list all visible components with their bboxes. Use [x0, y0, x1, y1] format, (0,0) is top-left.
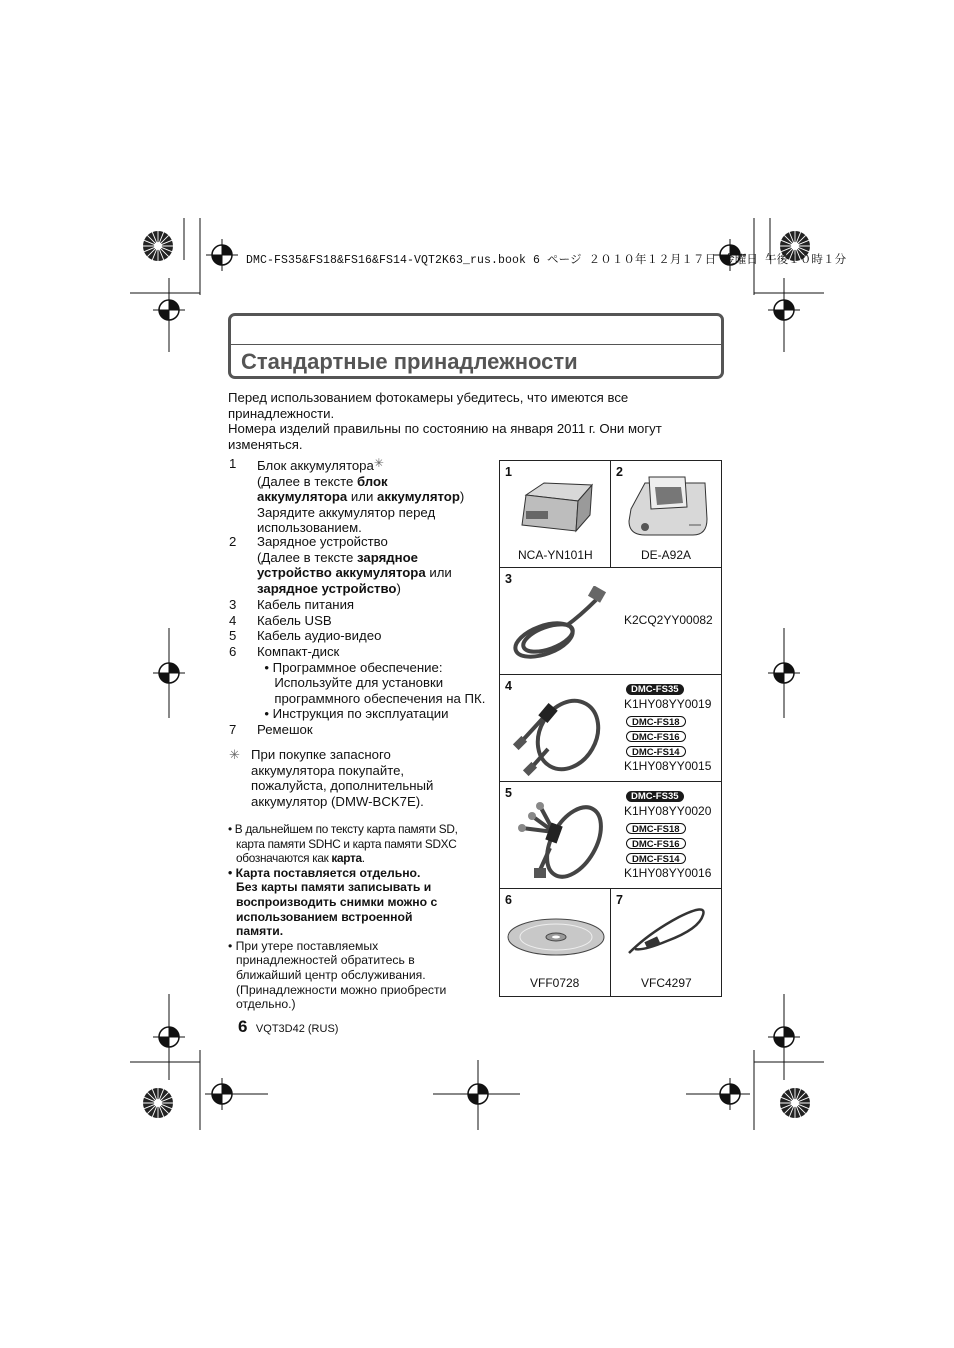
- model-badge: DMC-FS18: [626, 823, 686, 834]
- item-ac-cable: Кабель питания: [257, 597, 355, 612]
- intro-line: Номера изделий правильны по состоянию на января 2011 г. Они могут: [228, 421, 662, 437]
- item-number: 6: [229, 644, 237, 659]
- item-charger: Зарядное устройство (Далее в тексте зарядное устройство аккумулятора или зарядное устройство): [257, 534, 452, 596]
- print-header: DMC-FS35&FS18&FS16&FS14-VQT2K63_rus.book 6 ページ ２０１０年１２月１７日 金曜日 午後１０時１分: [246, 254, 847, 267]
- item-number: 5: [229, 628, 237, 643]
- cell-usb-cable: 4 DMC-FS35 K1HY08YY0019 DMC-FS18 DMC-FS16 DMC-FS14 K1HY08YY0015: [499, 674, 722, 782]
- model-badge: DMC-FS16: [626, 731, 686, 742]
- cell-ac-cable: 3 K2CQ2YY00082: [499, 567, 722, 675]
- accessory-list: [229, 456, 494, 746]
- model-badge: DMC-FS35: [626, 791, 684, 802]
- item-number: 2: [229, 534, 237, 549]
- part-code: K1HY08YY0015: [624, 759, 712, 773]
- cell-charger: 2 DE-A92A: [610, 460, 722, 568]
- battery-image: [518, 481, 594, 533]
- cd-image: [506, 917, 606, 957]
- part-code: K2CQ2YY00082: [624, 613, 713, 627]
- note-card: • В дальнейшем по тексту карта памяти SD, карта памяти SDHC и карта памяти SDXC обозначаются как карта.: [228, 822, 458, 866]
- charger-image: [625, 469, 711, 541]
- part-code: K1HY08YY0020: [624, 804, 712, 818]
- page-title: Стандартные принадлежности: [241, 349, 578, 374]
- page-number: 6: [238, 1017, 248, 1036]
- item-number: 1: [229, 456, 237, 471]
- cell-strap: 7 VFC4297: [610, 888, 722, 997]
- model-badge: DMC-FS35: [626, 684, 684, 695]
- part-code: DE-A92A: [641, 548, 692, 562]
- part-code: K1HY08YY0019: [624, 697, 712, 711]
- model-badge: DMC-FS18: [626, 716, 686, 727]
- accessory-grid: [499, 460, 722, 997]
- intro: [228, 390, 698, 452]
- model-badge: DMC-FS14: [626, 853, 686, 864]
- doc-code: VQT3D42 (RUS): [255, 1023, 339, 1035]
- part-code: VFF0728: [530, 976, 580, 990]
- item-av-cable: Кабель аудио-видео: [257, 628, 382, 643]
- ac-cable-image: [508, 586, 608, 670]
- item-battery: Блок аккумулятора✳ (Далее в тексте блок аккумулятора или аккумулятор) Зарядите аккумулятор перед использованием.: [257, 456, 465, 536]
- item-cd-rom: Компакт-диск • Программное обеспечение: Используйте для установки программного обеспечения на ПК. • Инструкция по эксплуатации: [257, 644, 486, 722]
- title-box: [228, 313, 724, 379]
- asterisk-mark: ✳: [229, 747, 241, 762]
- note-card-sold-separately: • Карта поставляется отдельно. Без карты памяти записывать и воспроизводить снимки можно с использованием встроенной памяти.: [228, 865, 438, 939]
- item-strap: Ремешок: [257, 722, 313, 737]
- cell-battery: 1 NCA-YN101H: [499, 460, 611, 568]
- intro-line: изменяться.: [228, 436, 303, 452]
- page-footer: [238, 1017, 338, 1037]
- strap-image: [623, 903, 715, 959]
- intro-line: принадлежности.: [228, 405, 335, 421]
- item-number: 7: [229, 722, 237, 737]
- item-number: 3: [229, 597, 237, 612]
- intro-line: Перед использованием фотокамеры убедитесь, что имеются все: [228, 390, 629, 405]
- part-code: NCA-YN101H: [518, 548, 593, 562]
- item-usb-cable: Кабель USB: [257, 613, 332, 628]
- cell-av-cable: 5 DMC-FS35 K1HY08YY0020 DMC-FS18 DMC-FS16 DMC-FS14 K1HY08YY0016: [499, 781, 722, 889]
- part-code: K1HY08YY0016: [624, 866, 712, 880]
- item-number: 4: [229, 613, 237, 628]
- model-badge: DMC-FS16: [626, 838, 686, 849]
- asterisk-mark: ✳: [373, 456, 384, 470]
- av-cable-image: [510, 796, 614, 886]
- model-badge: DMC-FS14: [626, 746, 686, 757]
- notes: [228, 822, 493, 1012]
- usb-cable-image: [508, 691, 612, 779]
- cell-cd-rom: 6 VFF0728: [499, 888, 611, 997]
- part-code: VFC4297: [641, 976, 692, 990]
- note-lost-accessories: • При утере поставляемых принадлежностей обратитесь в ближайший центр обслуживания. (Принадлежности можно приобрести отдельно.): [228, 938, 447, 1012]
